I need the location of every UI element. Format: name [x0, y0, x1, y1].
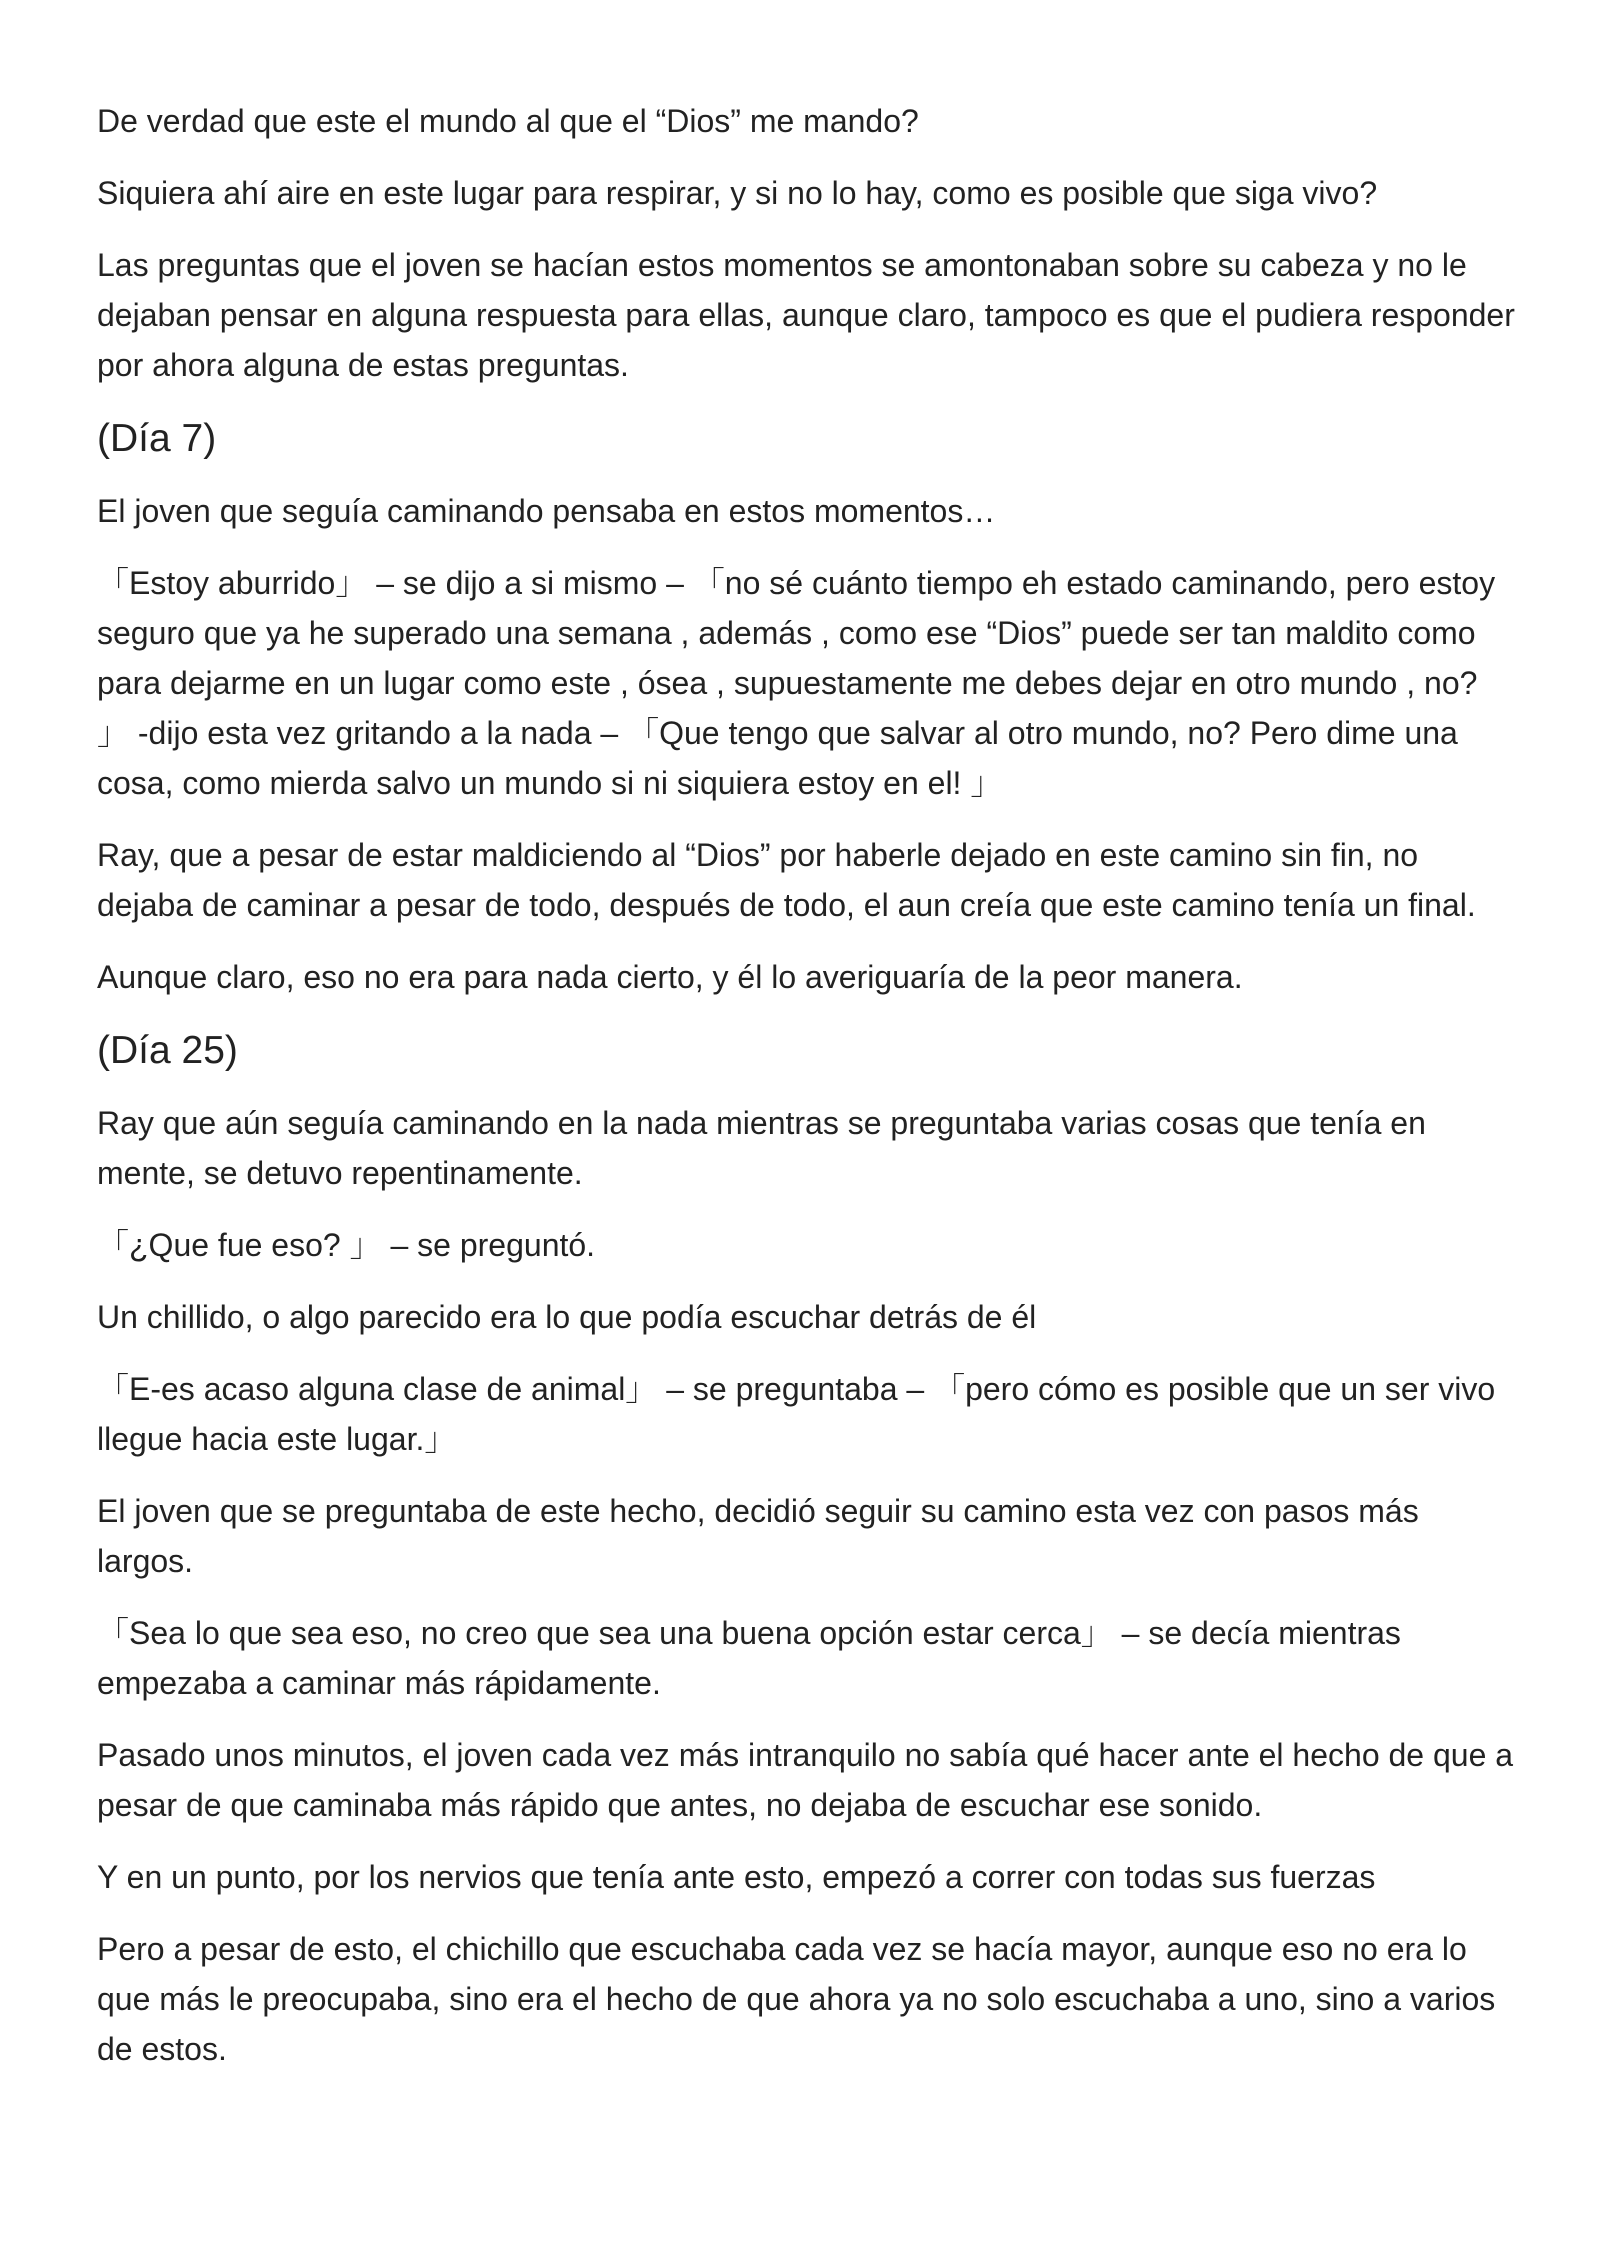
paragraph: El joven que seguía caminando pensaba en estos momentos…	[97, 493, 996, 529]
document-page	[97, 96, 1517, 2096]
paragraph: Aunque claro, eso no era para nada cierto, y él lo averiguaría de la peor manera.	[97, 959, 1243, 995]
paragraph: Siquiera ahí aire en este lugar para respirar, y si no lo hay, como es posible que siga vivo?	[97, 175, 1378, 211]
paragraph: Y en un punto, por los nervios que tenía ante esto, empezó a correr con todas sus fuerzas	[97, 1859, 1376, 1895]
paragraph: Ray que aún seguía caminando en la nada mientras se preguntaba varias cosas que tenía en mente, se detuvo repentinamente.	[97, 1105, 1426, 1191]
dialogue-paragraph: 「¿Que fue eso? 」 – se preguntó.	[97, 1227, 596, 1263]
dialogue-paragraph: 「E-es acaso alguna clase de animal」 – se preguntaba – 「pero cómo es posible que un ser vivo llegue hacia este lugar.」	[97, 1371, 1496, 1457]
paragraph: Pasado unos minutos, el joven cada vez más intranquilo no sabía qué hacer ante el hecho de que a pesar de que caminaba más rápido que antes, no dejaba de escuchar ese sonido.	[97, 1737, 1514, 1823]
paragraph: El joven que se preguntaba de este hecho, decidió seguir su camino esta vez con pasos más largos.	[97, 1493, 1419, 1579]
paragraph: Ray, que a pesar de estar maldiciendo al “Dios” por haberle dejado en este camino sin fin, no dejaba de caminar a pesar de todo, después de todo, el aun creía que este camino tenía un final.	[97, 837, 1476, 923]
dialogue-paragraph: 「Sea lo que sea eso, no creo que sea una buena opción estar cerca」 – se decía mientras empezaba a caminar más rápidamente.	[97, 1615, 1401, 1701]
day-heading: (Día 25)	[97, 1029, 238, 1072]
paragraph: De verdad que este el mundo al que el “Dios” me mando?	[97, 103, 919, 139]
dialogue-paragraph: 「Estoy aburrido」 – se dijo a si mismo – 「no sé cuánto tiempo eh estado caminando, pero estoy seguro que ya he superado una semana , además , como ese “Dios” puede ser tan maldito como para dejarme en un lugar como este , ósea , supuestamente me debes dejar en otro mundo , no? 」 -dijo esta vez gritando a la nada – 「Que tengo que salvar al otro mundo, no? Pero dime una cosa, como mierda salvo un mundo si ni siquiera estoy en el! 」	[97, 565, 1496, 801]
day-heading: (Día 7)	[97, 417, 217, 460]
paragraph: Las preguntas que el joven se hacían estos momentos se amontonaban sobre su cabeza y no le dejaban pensar en alguna respuesta para ellas, aunque claro, tampoco es que el pudiera responder por ahora alguna de estas preguntas.	[97, 247, 1515, 383]
paragraph: Un chillido, o algo parecido era lo que podía escuchar detrás de él	[97, 1299, 1037, 1335]
paragraph: Pero a pesar de esto, el chichillo que escuchaba cada vez se hacía mayor, aunque eso no era lo que más le preocupaba, sino era el hecho de que ahora ya no solo escuchaba a uno, sino a varios de estos.	[97, 1931, 1496, 2067]
